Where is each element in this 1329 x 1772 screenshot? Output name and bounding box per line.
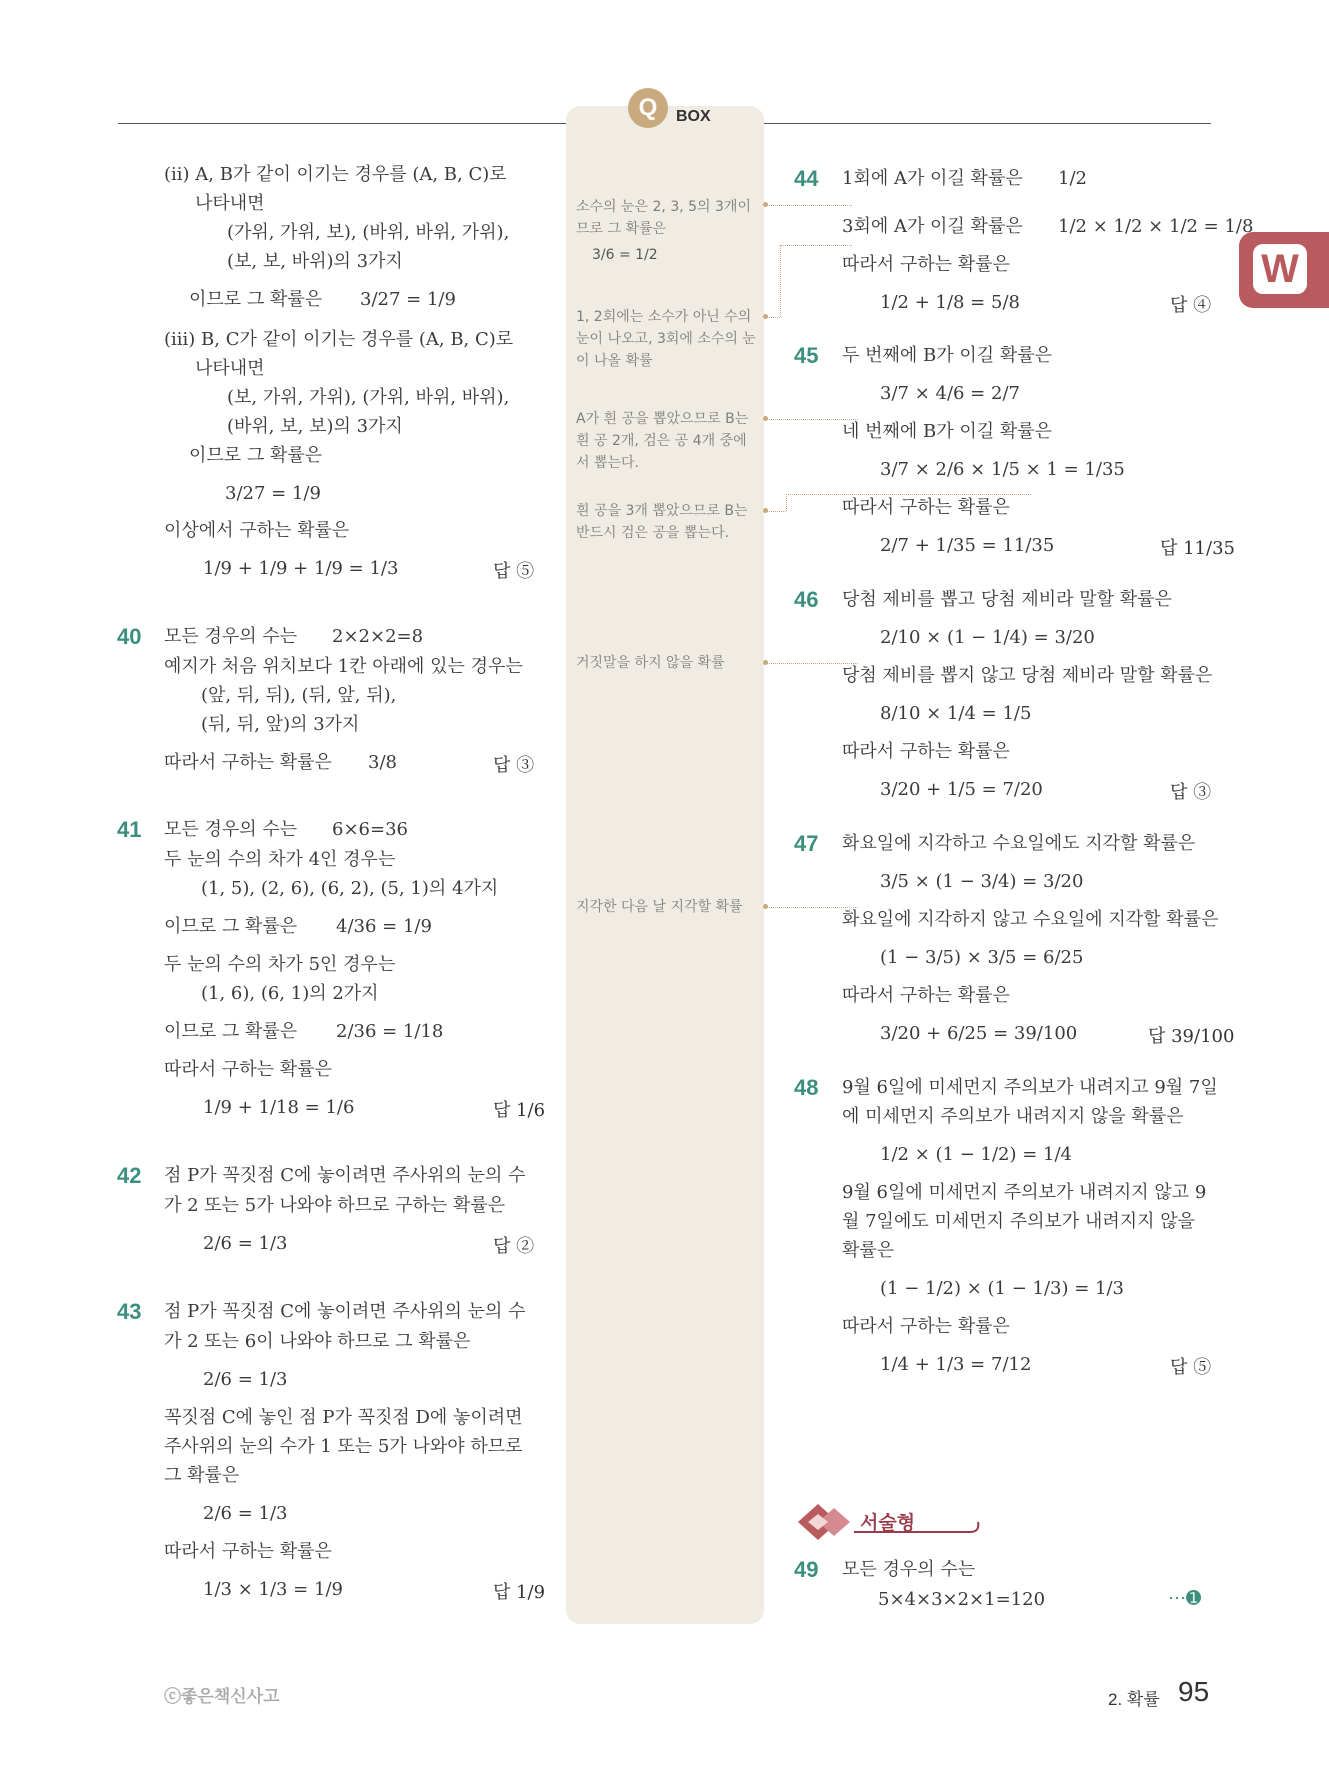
- answer-mark: 답 ④: [1170, 295, 1212, 316]
- math-expression: 3/27 = 1/9: [360, 289, 456, 310]
- text-line: 당첨 제비를 뽑지 않고 당첨 제비라 말할 확률은: [842, 665, 1213, 686]
- math-expression: 3/20 + 1/5 = 7/20: [880, 779, 1043, 800]
- text-line: 따라서 구하는 확률은: [842, 1316, 1010, 1337]
- math-expression: 1/2 + 1/8 = 5/8: [880, 292, 1020, 313]
- text-line: (1, 5), (2, 6), (6, 2), (5, 1)의 4가지: [201, 878, 499, 899]
- text-line: 모든 경우의 수는: [164, 626, 298, 647]
- problem-number: 43: [117, 1299, 142, 1324]
- math-expression: 1/2 × 1/2 × 1/2 = 1/8: [1058, 216, 1254, 237]
- answer-mark: 답 ⑤: [493, 561, 535, 582]
- math-expression: 2×2×2=8: [332, 626, 424, 647]
- text-line: (iii) B, C가 같이 이기는 경우를 (A, B, C)로: [164, 329, 514, 350]
- connector-line: [780, 245, 852, 246]
- math-expression: 4/36 = 1/9: [336, 916, 432, 937]
- connector-line: [766, 511, 786, 512]
- problem-number: 44: [794, 166, 819, 191]
- text-line: 모든 경우의 수는: [842, 1559, 976, 1580]
- publisher-mark: ⓒ좋은책신사고: [164, 1687, 280, 1706]
- answer-mark: 답 11/35: [1160, 538, 1235, 559]
- text-line: 점 P가 꼭짓점 C에 놓이려면 주사위의 눈의 수: [164, 1165, 526, 1186]
- math-expression: 1/9 + 1/9 + 1/9 = 1/3: [203, 558, 399, 579]
- text-line: (보, 가위, 가위), (가위, 바위, 바위),: [227, 387, 510, 408]
- qbox-note: 소수의 눈은 2, 3, 5의 3개이므로 그 확률은: [576, 199, 751, 237]
- problem-number: 41: [117, 817, 142, 842]
- math-expression: (1 − 1/2) × (1 − 1/3) = 1/3: [880, 1278, 1125, 1299]
- problem-number: 40: [117, 624, 142, 649]
- text-line: 이므로 그 확률은: [164, 1021, 298, 1042]
- qbox-note: 1, 2회에는 소수가 아닌 수의 눈이 나오고, 3회에 소수의 눈이 나올 확률: [576, 309, 756, 369]
- math-expression: 2/10 × (1 − 1/4) = 3/20: [880, 627, 1095, 648]
- text-line: 점 P가 꼭짓점 C에 놓이려면 주사위의 눈의 수: [164, 1301, 526, 1322]
- math-expression: 3/8: [368, 752, 397, 773]
- chapter-label: 2. 확률: [1108, 1690, 1160, 1709]
- text-line: (1, 6), (6, 1)의 2가지: [201, 983, 379, 1004]
- text-line: 따라서 구하는 확률은: [164, 752, 332, 773]
- text-line: 주사위의 눈의 수가 1 또는 5가 나와야 하므로: [164, 1436, 523, 1457]
- workbook-tab: [1239, 232, 1329, 308]
- qbox-note: 거짓말을 하지 않을 확률: [576, 655, 725, 671]
- math-expression: (1 − 3/5) × 3/5 = 6/25: [880, 947, 1084, 968]
- connector-line: [766, 205, 852, 206]
- text-line: (뒤, 뒤, 앞)의 3가지: [201, 714, 360, 735]
- math-expression: 2/6 = 1/3: [203, 1233, 288, 1254]
- text-line: 예지가 처음 위치보다 1칸 아래에 있는 경우는: [164, 656, 523, 677]
- step-marker: ⋯➊: [1168, 1588, 1202, 1609]
- math-expression: 3/7 × 4/6 = 2/7: [880, 383, 1020, 404]
- text-line: 나타내면: [195, 193, 265, 214]
- problem-number: 45: [794, 343, 819, 368]
- text-line: 꼭짓점 C에 놓인 점 P가 꼭짓점 D에 놓이려면: [164, 1407, 523, 1428]
- connector-line: [786, 494, 1031, 495]
- text-line: 따라서 구하는 확률은: [842, 985, 1010, 1006]
- header-rule-right: [760, 123, 1211, 124]
- text-line: 이므로 그 확률은: [189, 289, 323, 310]
- text-line: 1회에 A가 이길 확률은: [842, 168, 1023, 189]
- answer-mark: 답 ③: [493, 755, 535, 776]
- text-line: 가 2 또는 5가 나와야 하므로 구하는 확률은: [164, 1195, 506, 1216]
- math-expression: 1/2: [1058, 168, 1087, 189]
- problem-number: 49: [794, 1557, 819, 1582]
- math-expression: 3/20 + 6/25 = 39/100: [880, 1023, 1078, 1044]
- text-line: 나타내면: [195, 358, 265, 379]
- math-expression: 2/6 = 1/3: [203, 1503, 288, 1524]
- text-line: (바위, 보, 보)의 3가지: [227, 416, 403, 437]
- text-line: 그 확률은: [164, 1465, 240, 1486]
- answer-mark: 답 39/100: [1148, 1026, 1235, 1047]
- text-line: 두 번째에 B가 이길 확률은: [842, 345, 1052, 366]
- answer-mark: 답 1/9: [493, 1582, 546, 1603]
- text-line: 따라서 구하는 확률은: [164, 1059, 332, 1080]
- text-line: 이므로 그 확률은: [189, 445, 323, 466]
- q-box-badge: Q: [628, 88, 668, 128]
- math-expression: 3/5 × (1 − 3/4) = 3/20: [880, 871, 1084, 892]
- page-number: 95: [1178, 1676, 1210, 1707]
- qbox-note: 지각한 다음 날 지각할 확률: [576, 899, 743, 915]
- answer-mark: 답 1/6: [493, 1100, 546, 1121]
- text-line: 가 2 또는 6이 나와야 하므로 그 확률은: [164, 1331, 471, 1352]
- math-expression: 1/3 × 1/3 = 1/9: [203, 1579, 343, 1600]
- header-rule-left: [118, 123, 568, 124]
- text-line: 따라서 구하는 확률은: [842, 497, 1010, 518]
- text-line: (ii) A, B가 같이 이기는 경우를 (A, B, C)로: [164, 164, 507, 185]
- text-line: 따라서 구하는 확률은: [164, 1541, 332, 1562]
- math-expression: 1/2 × (1 − 1/2) = 1/4: [880, 1144, 1072, 1165]
- text-line: 9월 6일에 미세먼지 주의보가 내려지지 않고 9: [842, 1182, 1207, 1203]
- text-line: 9월 6일에 미세먼지 주의보가 내려지고 9월 7일: [842, 1077, 1218, 1098]
- connector-line: [766, 317, 780, 318]
- text-line: 따라서 구하는 확률은: [842, 741, 1010, 762]
- math-expression: 2/6 = 1/3: [203, 1369, 288, 1390]
- math-expression: 5×4×3×2×1=120: [878, 1589, 1046, 1610]
- qbox-note-expr: 3/6 = 1/2: [592, 247, 658, 263]
- text-line: 3회에 A가 이길 확률은: [842, 216, 1023, 237]
- answer-mark: 답 ⑤: [1170, 1357, 1212, 1378]
- text-line: 모든 경우의 수는: [164, 819, 298, 840]
- math-expression: 8/10 × 1/4 = 1/5: [880, 703, 1032, 724]
- math-expression: 2/36 = 1/18: [336, 1021, 444, 1042]
- text-line: 화요일에 지각하지 않고 수요일에 지각할 확률은: [842, 909, 1219, 930]
- math-expression: 2/7 + 1/35 = 11/35: [880, 535, 1055, 556]
- connector-line: [780, 245, 781, 317]
- text-line: (가위, 가위, 보), (바위, 바위, 가위),: [227, 222, 510, 243]
- text-line: 당첨 제비를 뽑고 당첨 제비라 말할 확률은: [842, 589, 1172, 610]
- math-expression: 3/27 = 1/9: [225, 483, 321, 504]
- connector-line: [786, 494, 787, 511]
- text-line: 네 번째에 B가 이길 확률은: [842, 421, 1052, 442]
- qbox-note: A가 흰 공을 뽑았으므로 B는 흰 공 2개, 검은 공 4개 중에서 뽑는다.: [576, 411, 749, 471]
- text-line: 에 미세먼지 주의보가 내려지지 않을 확률은: [842, 1106, 1184, 1127]
- text-line: (보, 보, 바위)의 3가지: [227, 251, 403, 272]
- problem-number: 42: [117, 1163, 142, 1188]
- text-line: 월 7일에도 미세먼지 주의보가 내려지지 않을: [842, 1211, 1196, 1232]
- text-line: 이상에서 구하는 확률은: [164, 520, 350, 541]
- qbox-note: 흰 공을 3개 뽑았으므로 B는 반드시 검은 공을 뽑는다.: [576, 503, 748, 541]
- math-expression: 6×6=36: [332, 819, 408, 840]
- answer-mark: 답 ②: [493, 1236, 535, 1257]
- text-line: 화요일에 지각하고 수요일에도 지각할 확률은: [842, 833, 1196, 854]
- workbook-tab-letter: W: [1253, 244, 1307, 294]
- text-line: 확률은: [842, 1240, 895, 1261]
- problem-number: 46: [794, 587, 819, 612]
- math-expression: 1/9 + 1/18 = 1/6: [203, 1097, 355, 1118]
- essay-section-title: 서술형: [860, 1512, 916, 1534]
- math-expression: 3/7 × 2/6 × 1/5 × 1 = 1/35: [880, 459, 1125, 480]
- text-line: 두 눈의 수의 차가 5인 경우는: [164, 954, 396, 975]
- math-expression: 1/4 + 1/3 = 7/12: [880, 1354, 1032, 1375]
- text-line: 두 눈의 수의 차가 4인 경우는: [164, 849, 396, 870]
- text-line: 이므로 그 확률은: [164, 916, 298, 937]
- problem-number: 47: [794, 831, 819, 856]
- answer-mark: 답 ③: [1170, 782, 1212, 803]
- text-line: 따라서 구하는 확률은: [842, 254, 1010, 275]
- problem-number: 48: [794, 1075, 819, 1100]
- text-line: (앞, 뒤, 뒤), (뒤, 앞, 뒤),: [201, 685, 397, 706]
- q-box-label: BOX: [676, 108, 711, 125]
